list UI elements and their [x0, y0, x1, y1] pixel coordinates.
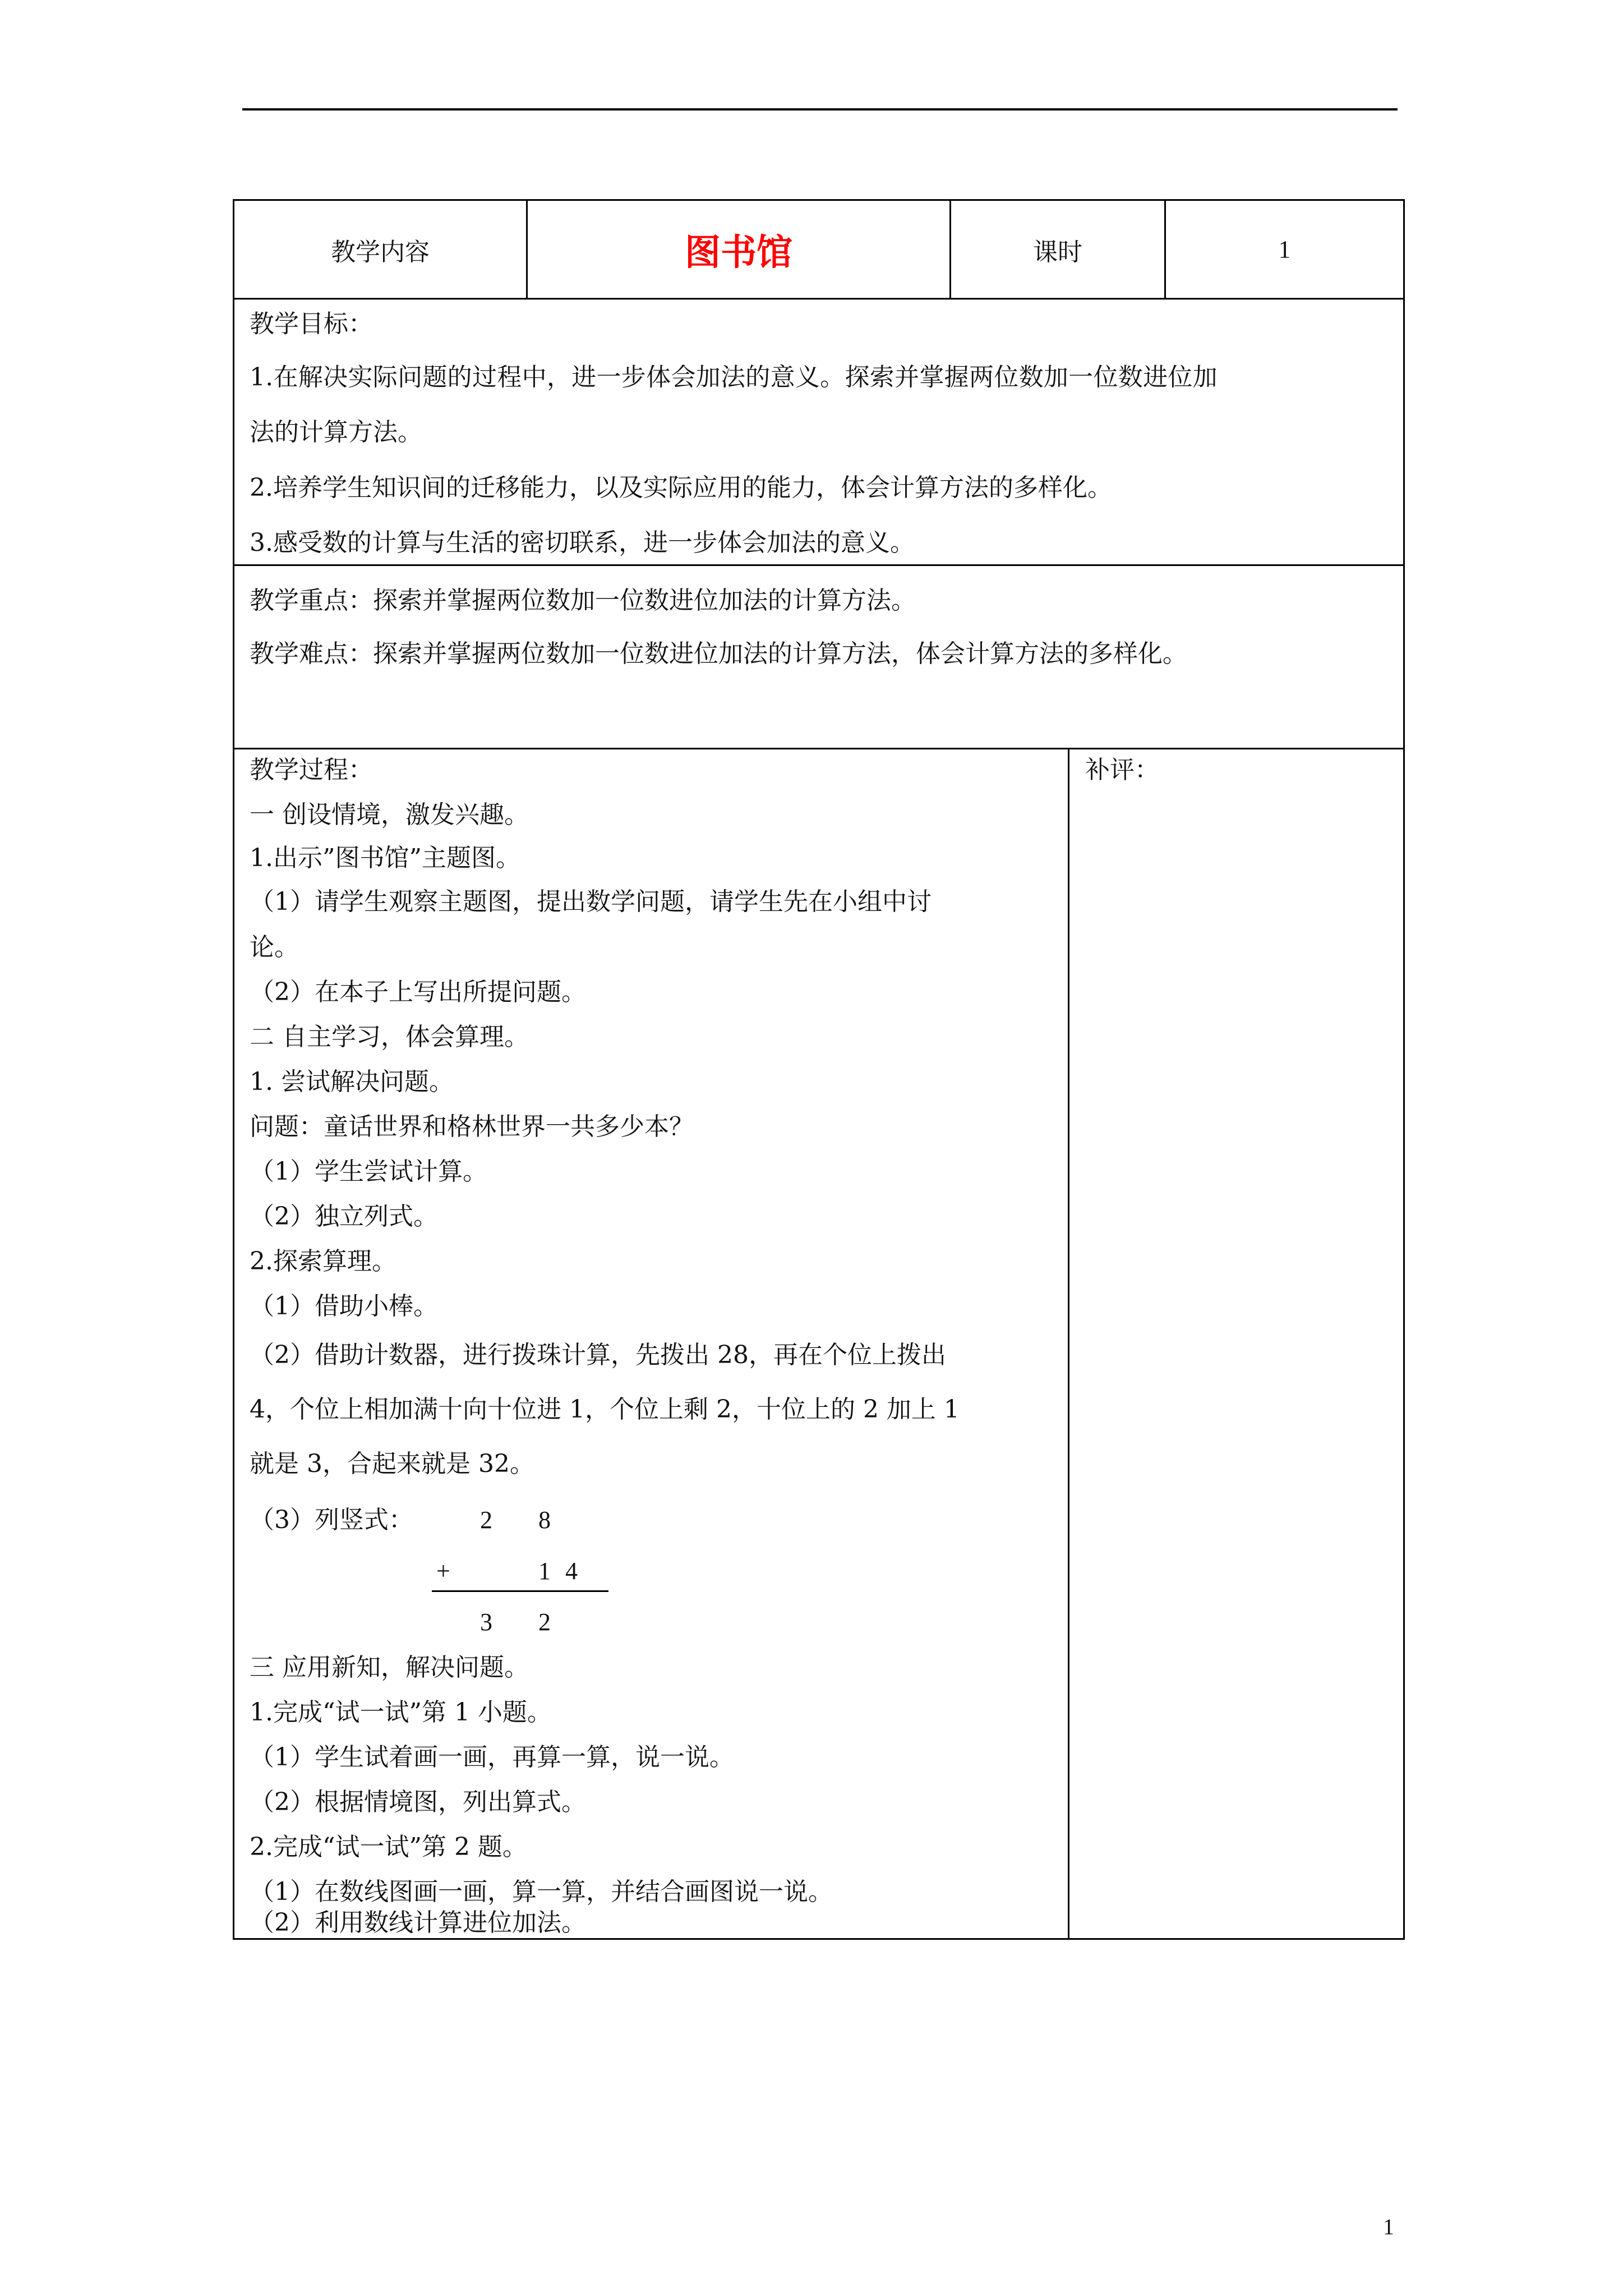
process-remarks-divider — [1068, 748, 1069, 1940]
objective-2: 2.培养学生知识间的迁移能力，以及实际应用的能力，体会计算方法的多样化。 — [250, 473, 1112, 502]
process-line: （2）借助计数器，进行拨珠计算，先拨出 28，再在个位上拨出 — [250, 1341, 946, 1369]
process-line: 2.探索算理。 — [250, 1247, 396, 1276]
process-line: 1.完成“试一试”第 1 小题。 — [250, 1698, 552, 1727]
lesson-title: 图书馆 — [685, 231, 792, 274]
process-line: 三 应用新知，解决问题。 — [250, 1653, 529, 1682]
process-line: 论。 — [250, 933, 299, 961]
process-line: （1）请学生观察主题图，提出数学问题，请学生先在小组中讨 — [250, 887, 932, 916]
page-header-rule — [242, 108, 1398, 111]
column-result-tens: 3 — [480, 1608, 492, 1636]
process-line: 二 自主学习，体会算理。 — [250, 1023, 529, 1051]
process-line: 1.出示”图书馆”主题图。 — [250, 844, 520, 872]
column-top-tens: 2 — [480, 1506, 492, 1534]
period-value: 1 — [1278, 236, 1291, 263]
process-line: （1）借助小棒。 — [250, 1292, 438, 1320]
column-sum-line — [432, 1590, 608, 1592]
column-mid-ones: 4 — [565, 1557, 578, 1585]
process-line: （2）根据情境图，列出算式。 — [250, 1788, 586, 1816]
process-line: （3）列竖式： — [250, 1506, 413, 1534]
period-label: 课时 — [1033, 237, 1082, 266]
objective-1a: 1.在解决实际问题的过程中，进一步体会加法的意义。探索并掌握两位数加一位数进位加 — [250, 363, 1218, 392]
process-line: 一 创设情境，激发兴趣。 — [250, 800, 529, 829]
process-line: （2）独立列式。 — [250, 1202, 438, 1231]
page-number: 1 — [1383, 2214, 1394, 2239]
process-line: （1）学生尝试计算。 — [250, 1157, 487, 1186]
process-line: 1. 尝试解决问题。 — [250, 1068, 454, 1096]
objective-3: 3.感受数的计算与生活的密切联系，进一步体会加法的意义。 — [250, 528, 915, 557]
table-row-divider-2 — [233, 564, 1405, 566]
process-line: 2.完成“试一试”第 2 题。 — [250, 1833, 527, 1861]
objective-1b: 法的计算方法。 — [250, 418, 422, 447]
process-line: 就是 3，合起来就是 32。 — [250, 1450, 534, 1478]
column-top-ones: 8 — [538, 1506, 551, 1534]
table-row-divider-3 — [233, 748, 1405, 749]
table-row-divider-1 — [233, 298, 1405, 300]
key-point: 教学重点：探索并掌握两位数加一位数进位加法的计算方法。 — [250, 586, 916, 615]
objectives-label: 教学目标： — [250, 310, 373, 338]
process-line: （1）学生试着画一画，再算一算，说一说。 — [250, 1743, 734, 1772]
process-line: （1）在数线图画一画，算一算，并结合画图说一说。 — [250, 1878, 833, 1906]
process-line: （2）在本子上写出所提问题。 — [250, 978, 586, 1006]
remarks-label: 补评： — [1085, 756, 1159, 784]
table-border-left — [233, 199, 234, 1940]
process-line: （2）利用数线计算进位加法。 — [250, 1908, 586, 1937]
process-label: 教学过程： — [250, 756, 373, 784]
table-border-right — [1403, 199, 1405, 1940]
column-result-ones: 2 — [538, 1608, 551, 1636]
difficult-point: 教学难点：探索并掌握两位数加一位数进位加法的计算方法，体会计算方法的多样化。 — [250, 639, 1187, 668]
column-plus-sign: + — [436, 1557, 450, 1585]
content-label: 教学内容 — [331, 237, 430, 266]
process-line: 4，个位上相加满十向十位进 1，个位上剩 2，十位上的 2 加上 1 — [250, 1395, 960, 1424]
column-mid-tens: 1 — [538, 1557, 551, 1585]
process-line: 问题：童话世界和格林世界一共多少本？ — [250, 1112, 694, 1141]
